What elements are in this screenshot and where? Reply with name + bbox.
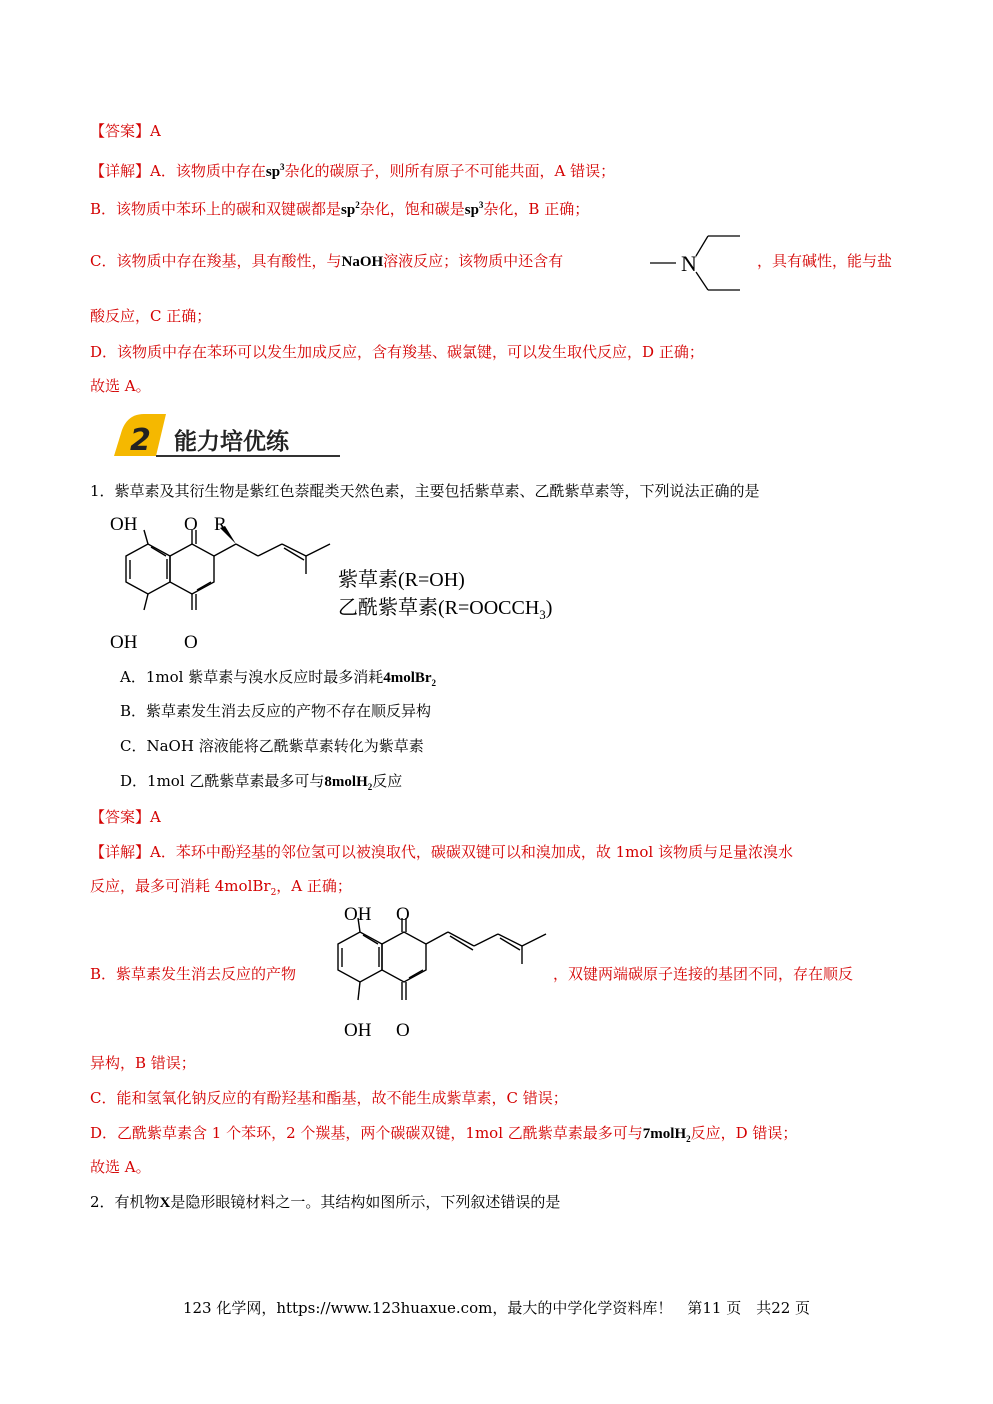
detail-c-text-4: 酸反应，C 正确； — [90, 307, 212, 325]
option-b-text: B．紫草素发生消去反应的产物不存在顺反异构 — [120, 702, 432, 720]
sp-term: sp — [341, 202, 356, 218]
detail-a-text: A．该物质中存在 — [150, 162, 266, 180]
detail-c-text-3: ，具有碱性，能与盐 — [757, 252, 893, 270]
legend-close: ) — [545, 597, 553, 619]
option-d-sub: 2 — [367, 782, 373, 792]
sp-term: sp — [464, 202, 479, 218]
sp-exponent: 3 — [280, 162, 285, 172]
struct2-oh-bottom: OH — [344, 1020, 372, 1041]
detail-label: 【详解】 — [90, 843, 151, 861]
option-b — [120, 700, 431, 722]
q1-detail-b-line — [90, 963, 296, 985]
struct-o-top: O — [184, 514, 198, 535]
option-d-formula: 8molH — [324, 774, 368, 790]
detail-a-text-2: 杂化的碳原子，则所有原子不可能共面，A 错误； — [284, 162, 616, 180]
option-a — [120, 666, 436, 694]
amine-structure — [646, 228, 746, 294]
answer-value: A — [150, 122, 161, 140]
struct2-oh-top: OH — [344, 904, 372, 925]
struct-o-bottom: O — [184, 632, 198, 653]
struct2-o-top: O — [396, 904, 410, 925]
detail-c-line — [90, 250, 563, 273]
detail-c-cont — [90, 305, 211, 327]
section-header — [108, 410, 343, 462]
detail-b-text-3: 异构，B 错误； — [90, 1054, 196, 1072]
option-d-text: D．1mol 乙酰紫草素最多可与 — [120, 772, 325, 790]
detail-label: 【详解】 — [90, 162, 151, 180]
shikonin-structure — [88, 510, 358, 660]
struct-oh-bottom: OH — [110, 632, 138, 653]
detail-d-line — [90, 341, 704, 363]
page-footer — [0, 1297, 993, 1318]
struct2-o-bottom: O — [396, 1020, 410, 1041]
struct-r: R — [214, 514, 227, 535]
legend-sub: 3 — [539, 607, 546, 622]
option-c — [120, 735, 424, 757]
q1-answer-line — [90, 806, 161, 828]
detail-b-text-2: ，双键两端碳原子连接的基团不同，存在顺反 — [553, 965, 854, 983]
detail-d-text: D．该物质中存在苯环可以发生加成反应，含有羧基、碳氯键，可以发生取代反应，D 正确； — [90, 343, 704, 361]
legend-acetyl-text: 乙酰紫草素(R=OOCCH — [338, 597, 540, 619]
detail-d-formula: 7molH — [642, 1126, 687, 1142]
q2-stem-text: 2．有机物 — [90, 1193, 160, 1211]
sp-exponent: 2 — [355, 200, 360, 210]
footer-text: 123 化学网，https://www.123huaxue.com，最大的中学化学资料库！ 第11 页 共22 页 — [182, 1299, 811, 1317]
structure-legend — [338, 566, 552, 629]
detail-c-text: C．该物质中存在羧基，具有酸性，与 — [90, 252, 342, 270]
conclusion-line — [90, 375, 151, 397]
option-a-formula: 4molBr — [383, 670, 432, 686]
detail-b-text: B．该物质中苯环上的碳和双键碳都是 — [90, 200, 342, 218]
struct-oh-top: OH — [110, 514, 138, 535]
option-d-text-2: 反应 — [372, 772, 403, 790]
q2-stem — [90, 1191, 560, 1214]
elimination-product-structure — [318, 900, 566, 1048]
answer-line — [90, 120, 161, 142]
q2-stem-text-2: 是隐形眼镜材料之一。其结构如图所示，下列叙述错误的是 — [170, 1193, 561, 1211]
detail-c-end — [757, 250, 892, 272]
option-c-text: C．NaOH 溶液能将乙酰紫草素转化为紫草素 — [120, 737, 424, 755]
answer-value: A — [150, 808, 161, 826]
answer-label: 【答案】 — [90, 122, 151, 140]
detail-b-text-3: 杂化，B 正确； — [483, 200, 590, 218]
detail-d-text-2: 反应，D 错误； — [690, 1124, 798, 1142]
detail-b-line — [90, 194, 589, 221]
q2-stem-x: X — [159, 1195, 171, 1211]
q1-detail-b-end — [553, 963, 853, 985]
detail-c-text-2: 溶液反应；该物质中还含有 — [383, 252, 564, 270]
q1-conclusion-line — [90, 1156, 151, 1178]
detail-b-text: B．紫草素发生消去反应的产物 — [90, 965, 297, 983]
section-number: 2 — [130, 423, 151, 458]
q1-detail-b-cont — [90, 1052, 196, 1074]
amine-n-label: N — [681, 251, 697, 276]
section-badge — [108, 410, 343, 462]
detail-b-text-2: 杂化，饱和碳是 — [359, 200, 465, 218]
q1-detail-a-line — [90, 841, 793, 863]
legend-acetylshikonin — [338, 594, 552, 629]
naoh-term: NaOH — [341, 254, 384, 270]
q1-detail-a-cont — [90, 875, 352, 904]
sp-exponent: 3 — [478, 200, 484, 210]
detail-a-line — [90, 156, 615, 183]
detail-c-text: C．能和氢氧化钠反应的有酚羟基和酯基，故不能生成紫草素，C 错误； — [90, 1089, 568, 1107]
conclusion-text: 故选 A。 — [90, 1158, 151, 1176]
q1-detail-d-line — [90, 1122, 797, 1150]
q1-stem — [90, 480, 760, 502]
detail-a-text-2: 反应，最多可消耗 4molBr — [90, 877, 271, 895]
detail-d-text: D．乙酰紫草素含 1 个苯环，2 个羰基，两个碳碳双键，1mol 乙酰紫草素最多可与 — [90, 1124, 643, 1142]
detail-d-sub: 2 — [686, 1134, 691, 1144]
detail-a-text-3: ，A 正确； — [276, 877, 352, 895]
legend-shikonin: 紫草素(R=OH) — [338, 569, 465, 591]
detail-a-text: A．苯环中酚羟基的邻位氢可以被溴取代，碳碳双键可以和溴加成，故 1mol 该物质与足量浓溴水 — [150, 843, 793, 861]
option-a-text: A．1mol 紫草素与溴水反应时最多消耗 — [120, 668, 384, 686]
sp-term: sp — [265, 164, 281, 180]
answer-label: 【答案】 — [90, 808, 151, 826]
section-title: 能力培优练 — [174, 429, 289, 455]
detail-a-sub: 2 — [270, 888, 277, 898]
conclusion-text: 故选 A。 — [90, 377, 151, 395]
option-d — [120, 770, 402, 798]
q1-detail-c-line — [90, 1087, 568, 1109]
option-a-sub: 2 — [431, 678, 437, 688]
q1-stem-text: 1．紫草素及其衍生物是紫红色萘醌类天然色素，主要包括紫草素、乙酰紫草素等，下列说法正确的是 — [90, 482, 760, 500]
